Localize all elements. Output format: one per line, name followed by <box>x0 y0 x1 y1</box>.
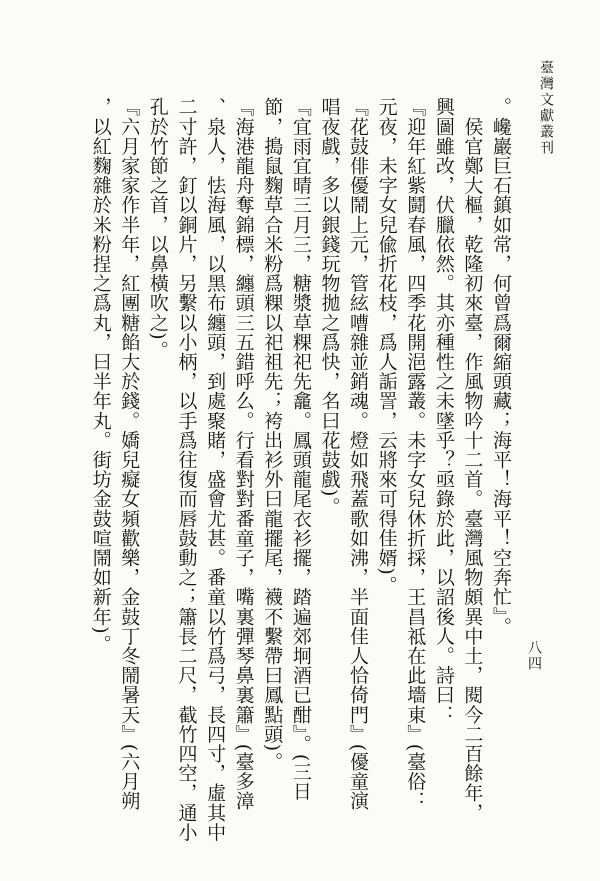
text-column: 孔於竹節之首，以鼻橫吹之)。 <box>146 97 169 360</box>
text-column: 『宜雨宜晴三月三，糖漿草粿祀先龕。鳳頭龍尾衣衫擺，踏遍郊坰酒已酣』。(三日 <box>289 97 312 802</box>
text-column: 『迎年紅紫鬪春風，四季花開浥露叢。未字女兒休折採，王昌祗在此墻東』(臺俗： <box>404 97 427 811</box>
text-column: 、泉人，怯海風，以黑布纏頭，到處聚賭，盛會尤甚。番童以竹爲弓，長四寸，虛其中 <box>204 97 227 842</box>
text-column: 唱夜戲，多以銀錢玩物拋之爲快，名曰花鼓戲)。 <box>318 97 341 517</box>
text-column: 侯官鄭大樞，乾隆初來臺，作風物吟十二首。臺灣風物頗異中土，閱今二百餘年， <box>461 97 484 823</box>
text-column: 『花鼓俳優鬧上元，管絃嘈雜並銷魂。燈如飛蓋歌如沸，半面佳人恰倚門』(優童演 <box>347 97 370 811</box>
text-column: 二寸許，釘以銅片，另繫以小柄，以手爲往復而唇鼓動之；簫長二尺，截竹四空，通小 <box>175 97 198 842</box>
text-column: 。巉巖巨石鎮如常，何曾爲爾縮頭藏；海平！海平！空奔忙』。 <box>490 97 512 637</box>
text-column: ，以紅麴雜於米粉挰之爲丸，曰半年丸。街坊金鼓喧鬧如新年)。 <box>89 97 112 654</box>
text-column: 興圖雖改，伏臘依然。其亦種性之未墜乎？亟錄於此，以詔後人。詩曰： <box>432 97 455 725</box>
text-column: 節，搗鼠麴草合米粉爲粿以祀祖先；袴出衫外曰龍擺尾，襪不繫帶曰鳳點頭)。 <box>261 97 284 772</box>
text-column: 『六月家家作半年，紅團糖餡大於錢。嬌兒癡女頻歡樂，金鼓丁冬鬧暑天』(六月朔 <box>118 97 141 811</box>
running-header: 臺灣文獻叢刊 <box>538 60 554 156</box>
text-column: 元夜，未字女兒偸折花枝，爲人詬詈，云將來可得佳婿)。 <box>375 97 398 596</box>
vertical-text-body <box>55 97 515 842</box>
page-number: 八四 <box>526 640 542 672</box>
text-column: 『海港龍舟奪錦標，纏頭三五錯呼么。行看對對番童子，嘴裏彈琴鼻裏簫』(臺多漳 <box>232 97 255 811</box>
